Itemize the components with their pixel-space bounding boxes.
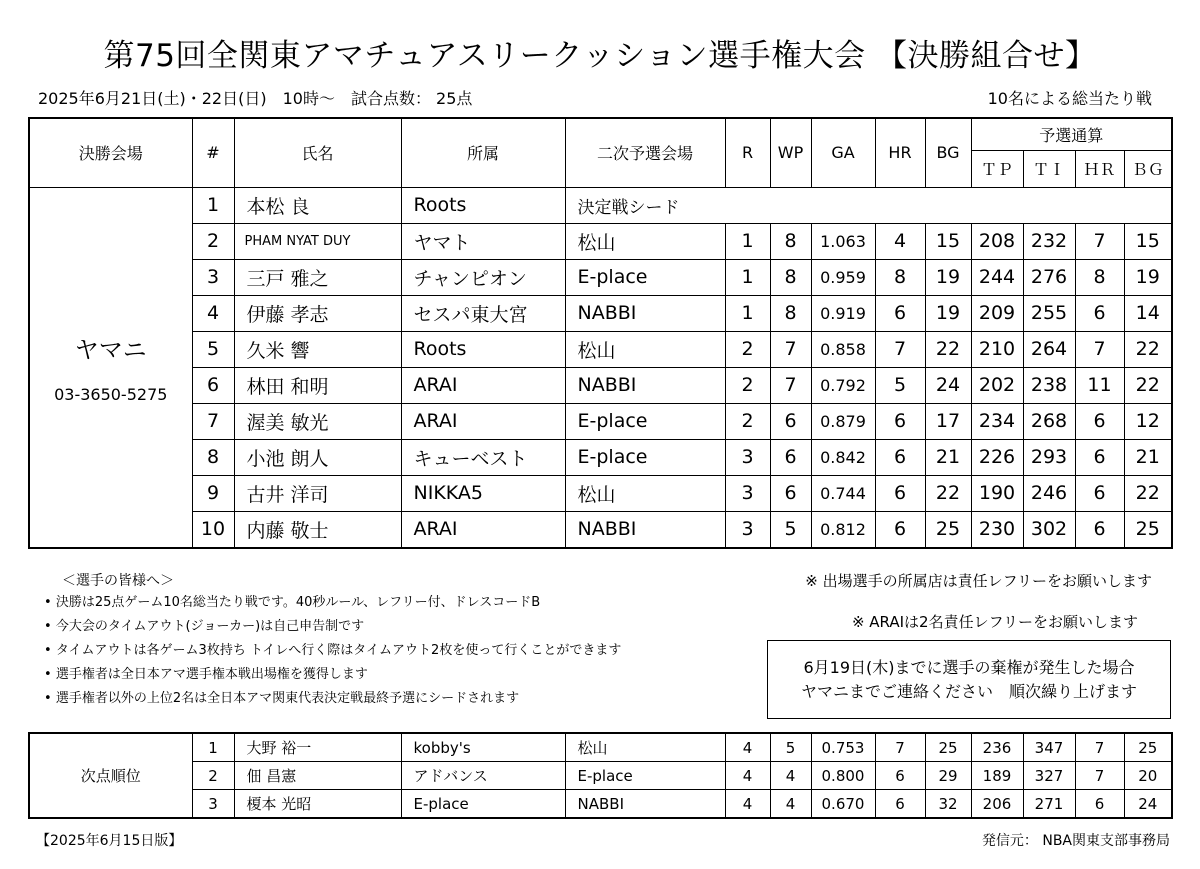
player-prelim-hr: 7: [1075, 331, 1124, 367]
contact-line-1: 6月19日(木)までに選手の棄権が発生した場合: [803, 657, 1135, 677]
player-wp: 6: [770, 475, 811, 511]
note-item: • 決勝は25点ゲーム10名総当たり戦です。40秒ルール、レフリー付、ドレスコードB: [44, 594, 621, 618]
player-ga: 1.063: [811, 223, 875, 259]
runner-qual-venue: E-place: [565, 762, 725, 790]
runner-club: アドバンス: [401, 762, 565, 790]
header-name: 氏名: [234, 118, 401, 187]
player-ga: 0.842: [811, 439, 875, 475]
runner-r: 4: [725, 790, 770, 819]
runner-name: 大野 裕一: [234, 733, 401, 762]
header-wp: WP: [770, 118, 811, 187]
player-ga: 0.959: [811, 259, 875, 295]
player-name: 林田 和明: [234, 367, 401, 403]
player-name: 久米 響: [234, 331, 401, 367]
player-wp: 7: [770, 331, 811, 367]
player-prelim-hr: 11: [1075, 367, 1124, 403]
runner-club: kobby's: [401, 733, 565, 762]
page-title: 第75回全関東アマチュアスリークッション選手権大会 【決勝組合せ】: [103, 38, 1097, 74]
player-wp: 8: [770, 295, 811, 331]
player-ga: 0.919: [811, 295, 875, 331]
player-wp: 7: [770, 367, 811, 403]
runner-ti: 271: [1023, 790, 1075, 819]
header-club: 所属: [401, 118, 565, 187]
player-qual-venue: NABBI: [565, 295, 725, 331]
player-ti: 293: [1023, 439, 1075, 475]
player-qual-venue: E-place: [565, 403, 725, 439]
table-row: [29, 475, 1172, 511]
runner-name: 榎本 光昭: [234, 790, 401, 819]
table-row: [29, 331, 1172, 367]
runner-prelim-bg: 20: [1124, 762, 1172, 790]
player-r: 3: [725, 439, 770, 475]
runner-qual-venue: 松山: [565, 733, 725, 762]
player-number: 2: [192, 223, 234, 259]
player-ti: 276: [1023, 259, 1075, 295]
table-row: [29, 733, 1172, 762]
player-name: 伊藤 孝志: [234, 295, 401, 331]
player-hr: 6: [875, 475, 925, 511]
runner-hr: 7: [875, 733, 925, 762]
referee-note-2: ※ ARAIは2名責任レフリーをお願いします: [851, 613, 1138, 631]
player-hr: 6: [875, 439, 925, 475]
table-row: [29, 295, 1172, 331]
player-bg: 25: [925, 511, 971, 548]
header-prelim: 予選通算: [971, 118, 1172, 150]
player-prelim-hr: 6: [1075, 295, 1124, 331]
player-tp: 209: [971, 295, 1023, 331]
player-club: ARAI: [401, 511, 565, 548]
player-bg: 19: [925, 259, 971, 295]
runner-bg: 25: [925, 733, 971, 762]
runner-qual-venue: NABBI: [565, 790, 725, 819]
player-qual-venue: E-place: [565, 259, 725, 295]
player-prelim-hr: 6: [1075, 511, 1124, 548]
player-prelim-bg: 22: [1124, 475, 1172, 511]
player-club: セスパ東大宮: [401, 295, 565, 331]
player-prelim-bg: 19: [1124, 259, 1172, 295]
player-qual-venue: 松山: [565, 475, 725, 511]
header-qual-venue: 二次予選会場: [565, 118, 725, 187]
player-r: 1: [725, 295, 770, 331]
player-tp: 208: [971, 223, 1023, 259]
header-ga: GA: [811, 118, 875, 187]
player-r: 3: [725, 511, 770, 548]
player-name: 古井 洋司: [234, 475, 401, 511]
player-wp: 8: [770, 223, 811, 259]
runner-ti: 327: [1023, 762, 1075, 790]
notes-heading: ＜選手の皆様へ＞: [62, 573, 174, 589]
player-club: チャンピオン: [401, 259, 565, 295]
player-r: 3: [725, 475, 770, 511]
player-hr: 5: [875, 367, 925, 403]
player-ga: 0.792: [811, 367, 875, 403]
table-row: [29, 403, 1172, 439]
player-r: 2: [725, 331, 770, 367]
player-tp: 230: [971, 511, 1023, 548]
player-bg: 22: [925, 331, 971, 367]
runner-club: E-place: [401, 790, 565, 819]
player-wp: 8: [770, 259, 811, 295]
player-hr: 6: [875, 511, 925, 548]
player-prelim-bg: 14: [1124, 295, 1172, 331]
player-hr: 6: [875, 295, 925, 331]
player-prelim-hr: 6: [1075, 475, 1124, 511]
runner-prelim-bg: 25: [1124, 733, 1172, 762]
player-tp: 190: [971, 475, 1023, 511]
player-ti: 302: [1023, 511, 1075, 548]
player-prelim-hr: 8: [1075, 259, 1124, 295]
player-tp: 234: [971, 403, 1023, 439]
runner-tp: 189: [971, 762, 1023, 790]
note-item: • 選手権者は全日本アマ選手権本戦出場権を獲得します: [44, 666, 621, 690]
notes-list: [44, 594, 621, 714]
table-row: [29, 762, 1172, 790]
player-ti: 264: [1023, 331, 1075, 367]
player-name: 本松 良: [234, 187, 401, 223]
player-hr: 7: [875, 331, 925, 367]
player-ga: 0.812: [811, 511, 875, 548]
table-row: [29, 187, 1172, 223]
player-prelim-hr: 7: [1075, 223, 1124, 259]
player-club: ARAI: [401, 367, 565, 403]
player-wp: 6: [770, 439, 811, 475]
player-ti: 268: [1023, 403, 1075, 439]
runner-r: 4: [725, 733, 770, 762]
player-qual-venue: 決定戦シード: [565, 187, 1172, 223]
runner-prelim-bg: 24: [1124, 790, 1172, 819]
header-tp: ＴＰ: [971, 150, 1023, 187]
table-row: [29, 259, 1172, 295]
runner-number: 1: [192, 733, 234, 762]
runner-wp: 4: [770, 762, 811, 790]
player-prelim-hr: 6: [1075, 439, 1124, 475]
runner-up-table: [28, 732, 1173, 819]
player-club: Roots: [401, 187, 565, 223]
player-number: 9: [192, 475, 234, 511]
player-prelim-bg: 21: [1124, 439, 1172, 475]
format-text: 10名による総当たり戦: [987, 89, 1152, 108]
runner-wp: 5: [770, 733, 811, 762]
player-name: 小池 朗人: [234, 439, 401, 475]
player-number: 10: [192, 511, 234, 548]
table-row: [29, 223, 1172, 259]
player-qual-venue: 松山: [565, 331, 725, 367]
player-number: 6: [192, 367, 234, 403]
note-item: • 選手権者以外の上位2名は全日本アマ関東代表決定戦最終予選にシードされます: [44, 690, 621, 714]
player-ga: 0.858: [811, 331, 875, 367]
player-prelim-bg: 12: [1124, 403, 1172, 439]
table-row: [29, 367, 1172, 403]
player-wp: 6: [770, 403, 811, 439]
player-club: NIKKA5: [401, 475, 565, 511]
player-number: 8: [192, 439, 234, 475]
referee-note-1: ※ 出場選手の所属店は責任レフリーをお願いします: [805, 572, 1152, 590]
runner-prelim-hr: 6: [1075, 790, 1124, 819]
note-item: • 今大会のタイムアウト(ジョーカー)は自己申告制です: [44, 618, 621, 642]
runner-bg: 29: [925, 762, 971, 790]
player-number: 5: [192, 331, 234, 367]
publisher: 発信元： NBA関東支部事務局: [981, 833, 1170, 849]
player-bg: 17: [925, 403, 971, 439]
player-bg: 15: [925, 223, 971, 259]
runner-bg: 32: [925, 790, 971, 819]
player-hr: 6: [875, 403, 925, 439]
player-number: 7: [192, 403, 234, 439]
player-ti: 238: [1023, 367, 1075, 403]
runner-prelim-hr: 7: [1075, 733, 1124, 762]
header-ti: ＴＩ: [1023, 150, 1075, 187]
header-venue: 決勝会場: [29, 118, 192, 187]
player-qual-venue: NABBI: [565, 367, 725, 403]
player-tp: 244: [971, 259, 1023, 295]
player-name: 三戸 雅之: [234, 259, 401, 295]
player-ti: 255: [1023, 295, 1075, 331]
venue-phone: 03-3650-5275: [54, 385, 168, 404]
runner-ga: 0.800: [811, 762, 875, 790]
player-qual-venue: 松山: [565, 223, 725, 259]
runner-wp: 4: [770, 790, 811, 819]
runner-name: 佃 昌憲: [234, 762, 401, 790]
player-number: 1: [192, 187, 234, 223]
player-r: 2: [725, 403, 770, 439]
table-row: [29, 439, 1172, 475]
player-ti: 232: [1023, 223, 1075, 259]
runner-tp: 236: [971, 733, 1023, 762]
contact-line-2: ヤマニまでご連絡ください 順次繰り上げます: [800, 681, 1137, 701]
player-name: PHAM NYAT DUY: [234, 223, 401, 259]
player-prelim-bg: 22: [1124, 367, 1172, 403]
player-bg: 19: [925, 295, 971, 331]
player-hr: 8: [875, 259, 925, 295]
player-qual-venue: E-place: [565, 439, 725, 475]
finals-table: [28, 117, 1173, 549]
header-hr: HR: [875, 118, 925, 187]
runner-r: 4: [725, 762, 770, 790]
player-ti: 246: [1023, 475, 1075, 511]
player-prelim-bg: 22: [1124, 331, 1172, 367]
header-bg: BG: [925, 118, 971, 187]
player-prelim-hr: 6: [1075, 403, 1124, 439]
runner-tp: 206: [971, 790, 1023, 819]
final-venue: [29, 187, 192, 548]
runner-ti: 347: [1023, 733, 1075, 762]
player-name: 渥美 敏光: [234, 403, 401, 439]
header-r: R: [725, 118, 770, 187]
player-ga: 0.879: [811, 403, 875, 439]
table-row: [29, 511, 1172, 548]
player-bg: 24: [925, 367, 971, 403]
player-tp: 226: [971, 439, 1023, 475]
player-bg: 21: [925, 439, 971, 475]
player-club: キューベスト: [401, 439, 565, 475]
note-item: • タイムアウトは各ゲーム3枚持ち トイレへ行く際はタイムアウト2枚を使って行くことができます: [44, 642, 621, 666]
runner-number: 3: [192, 790, 234, 819]
player-ga: 0.744: [811, 475, 875, 511]
header-prelim-hr: ＨＲ: [1075, 150, 1124, 187]
header-prelim-bg: ＢＧ: [1124, 150, 1172, 187]
runner-hr: 6: [875, 790, 925, 819]
player-tp: 210: [971, 331, 1023, 367]
player-wp: 5: [770, 511, 811, 548]
edition-date: 【2025年6月15日版】: [36, 833, 183, 849]
runner-prelim-hr: 7: [1075, 762, 1124, 790]
player-bg: 22: [925, 475, 971, 511]
date-line: 2025年6月21日(土)・22日(日) 10時～ 試合点数： 25点: [38, 89, 473, 108]
player-club: ヤマト: [401, 223, 565, 259]
runner-hr: 6: [875, 762, 925, 790]
table-row: [29, 790, 1172, 819]
player-hr: 4: [875, 223, 925, 259]
player-qual-venue: NABBI: [565, 511, 725, 548]
player-name: 内藤 敬士: [234, 511, 401, 548]
header-num: #: [192, 118, 234, 187]
venue-name: ヤマニ: [74, 336, 147, 364]
player-r: 1: [725, 223, 770, 259]
contact-box: [767, 640, 1171, 719]
player-prelim-bg: 25: [1124, 511, 1172, 548]
runner-up-label: 次点順位: [29, 733, 192, 818]
runner-ga: 0.753: [811, 733, 875, 762]
player-number: 3: [192, 259, 234, 295]
player-club: Roots: [401, 331, 565, 367]
runner-number: 2: [192, 762, 234, 790]
runner-ga: 0.670: [811, 790, 875, 819]
player-prelim-bg: 15: [1124, 223, 1172, 259]
player-club: ARAI: [401, 403, 565, 439]
player-number: 4: [192, 295, 234, 331]
player-r: 1: [725, 259, 770, 295]
player-r: 2: [725, 367, 770, 403]
player-tp: 202: [971, 367, 1023, 403]
